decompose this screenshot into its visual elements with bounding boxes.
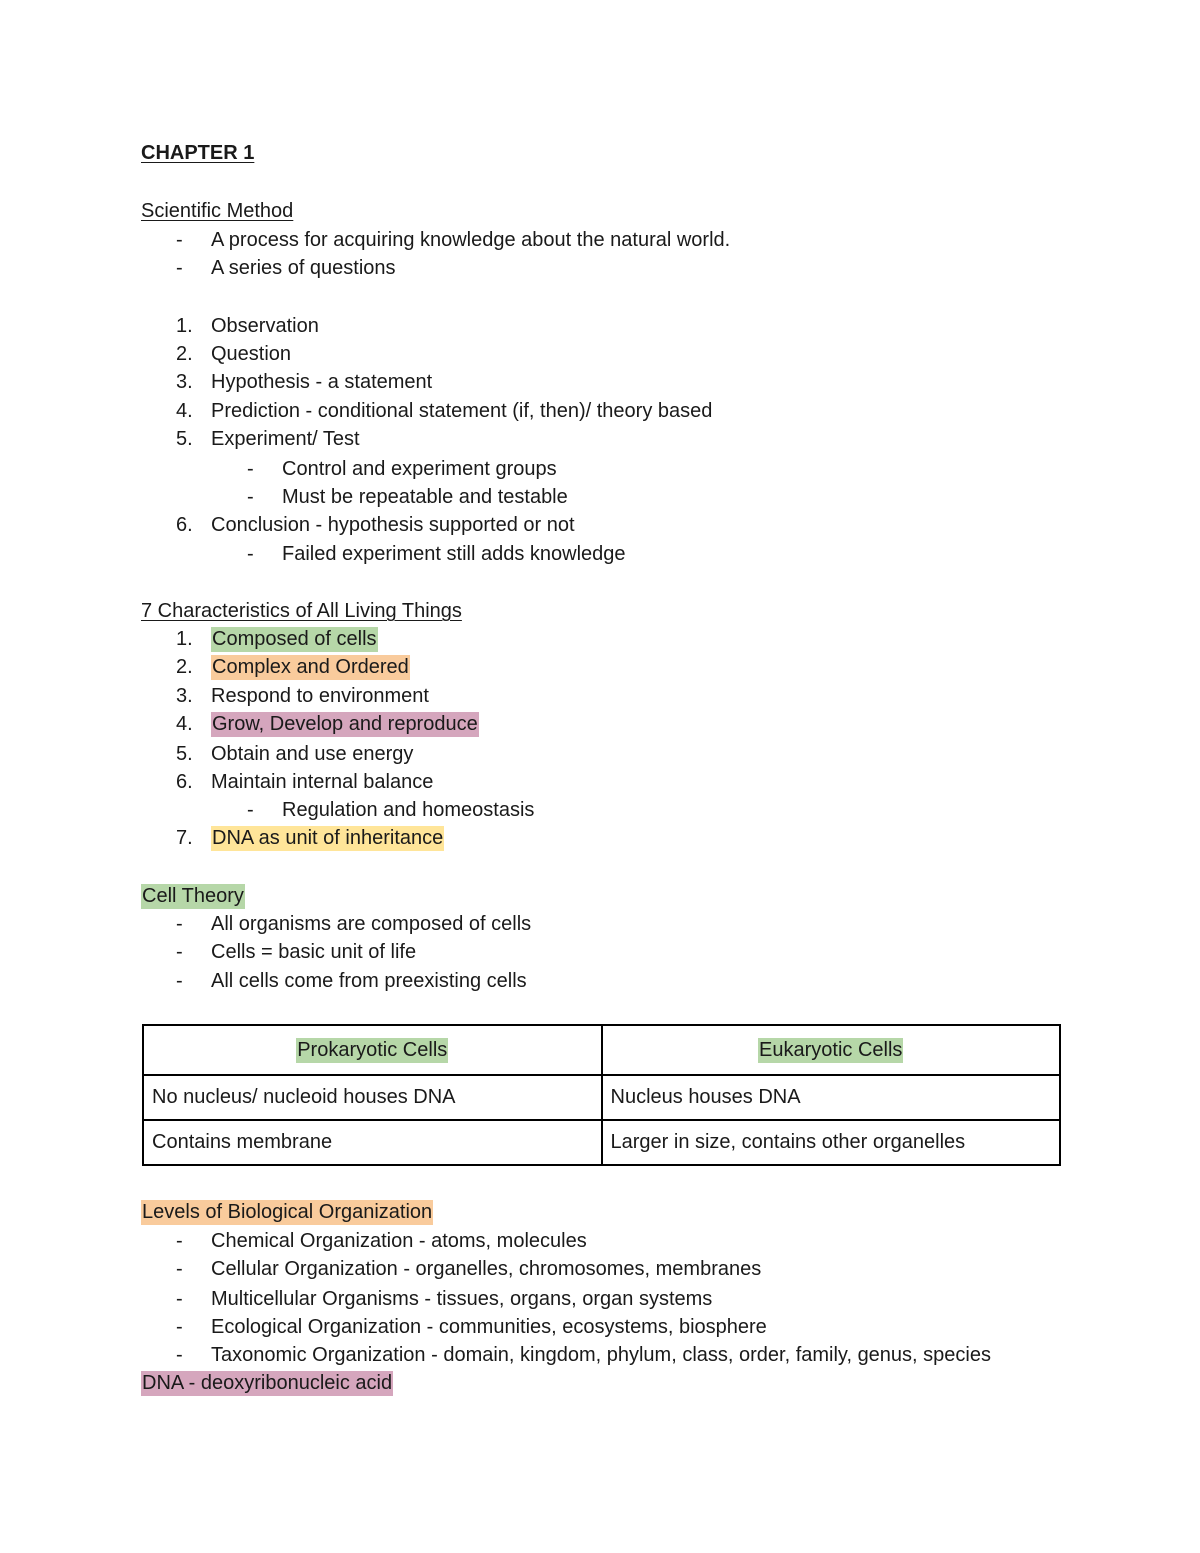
table-row: [143, 1120, 1060, 1165]
scientific-method-heading: Scientific Method: [141, 200, 294, 222]
bullet-marker: -: [176, 1230, 183, 1252]
highlighted-text: DNA as unit of inheritance: [212, 827, 444, 849]
dna-note: [141, 1369, 393, 1397]
table-header-cell: [602, 1025, 1061, 1075]
list-number: 1.: [176, 315, 193, 337]
table-cell: Contains membrane: [143, 1120, 602, 1165]
list-item: [211, 625, 378, 653]
highlighted-text: Cell Theory: [142, 885, 244, 907]
list-item: A process for acquiring knowledge about the natural world.: [211, 229, 731, 251]
bullet-marker: -: [176, 913, 183, 935]
bullet-marker: -: [247, 543, 254, 565]
list-item: Maintain internal balance: [211, 771, 434, 793]
bullet-marker: -: [247, 486, 254, 508]
bullet-marker: -: [176, 229, 183, 251]
bullet-marker: -: [176, 941, 183, 963]
list-number: 1.: [176, 628, 193, 650]
list-item: Hypothesis - a statement: [211, 371, 433, 393]
table-header-row: [143, 1025, 1060, 1075]
list-number: 6.: [176, 514, 193, 536]
list-item: Obtain and use energy: [211, 743, 414, 765]
list-item: Observation: [211, 315, 319, 337]
list-number: 2.: [176, 343, 193, 365]
bullet-marker: -: [176, 1258, 183, 1280]
list-number: 3.: [176, 371, 193, 393]
list-number: 7.: [176, 827, 193, 849]
list-item: Cells = basic unit of life: [211, 941, 417, 963]
chapter-title: CHAPTER 1: [141, 142, 255, 164]
cell-theory-heading: [141, 882, 245, 910]
list-number: 6.: [176, 771, 193, 793]
bullet-marker: -: [176, 1316, 183, 1338]
list-item: Multicellular Organisms - tissues, organs, organ systems: [211, 1288, 713, 1310]
list-item: Taxonomic Organization - domain, kingdom, phylum, class, order, family, genus, species: [211, 1344, 991, 1366]
highlighted-text: Levels of Biological Organization: [142, 1201, 433, 1223]
list-item: Chemical Organization - atoms, molecules: [211, 1230, 587, 1252]
levels-heading: [141, 1198, 433, 1226]
cell-comparison-table: [142, 1024, 1061, 1166]
list-number: 2.: [176, 656, 193, 678]
list-number: 4.: [176, 713, 193, 735]
list-item: Prediction - conditional statement (if, then)/ theory based: [211, 400, 713, 422]
bullet-marker: -: [176, 1288, 183, 1310]
table-cell: Nucleus houses DNA: [602, 1075, 1061, 1120]
table-cell: Larger in size, contains other organelles: [602, 1120, 1061, 1165]
highlighted-text: Complex and Ordered: [212, 656, 409, 678]
list-item: [211, 824, 444, 852]
bullet-marker: -: [247, 799, 254, 821]
highlighted-text: Eukaryotic Cells: [759, 1038, 903, 1061]
list-item: [211, 653, 410, 681]
table-cell: No nucleus/ nucleoid houses DNA: [143, 1075, 602, 1120]
list-item: All organisms are composed of cells: [211, 913, 532, 935]
highlighted-text: Composed of cells: [212, 628, 377, 650]
table-row: [143, 1075, 1060, 1120]
highlighted-text: DNA - deoxyribonucleic acid: [142, 1372, 393, 1394]
bullet-marker: -: [176, 257, 183, 279]
sub-list-item: Failed experiment still adds knowledge: [282, 543, 626, 565]
list-number: 3.: [176, 685, 193, 707]
list-item: [211, 710, 479, 738]
list-item: Respond to environment: [211, 685, 429, 707]
sub-list-item: Regulation and homeostasis: [282, 799, 535, 821]
list-number: 5.: [176, 743, 193, 765]
sub-list-item: Control and experiment groups: [282, 458, 557, 480]
list-item: Conclusion - hypothesis supported or not: [211, 514, 575, 536]
highlighted-text: Grow, Develop and reproduce: [212, 713, 478, 735]
bullet-marker: -: [176, 970, 183, 992]
list-item: All cells come from preexisting cells: [211, 970, 527, 992]
bullet-marker: -: [247, 458, 254, 480]
list-number: 4.: [176, 400, 193, 422]
list-item: Experiment/ Test: [211, 428, 360, 450]
list-item: Cellular Organization - organelles, chromosomes, membranes: [211, 1258, 762, 1280]
list-number: 5.: [176, 428, 193, 450]
bullet-marker: -: [176, 1344, 183, 1366]
list-item: A series of questions: [211, 257, 396, 279]
characteristics-heading: 7 Characteristics of All Living Things: [141, 600, 462, 622]
list-item: Ecological Organization - communities, ecosystems, biosphere: [211, 1316, 767, 1338]
highlighted-text: Prokaryotic Cells: [297, 1038, 448, 1061]
table-header-cell: [143, 1025, 602, 1075]
sub-list-item: Must be repeatable and testable: [282, 486, 568, 508]
list-item: Question: [211, 343, 292, 365]
